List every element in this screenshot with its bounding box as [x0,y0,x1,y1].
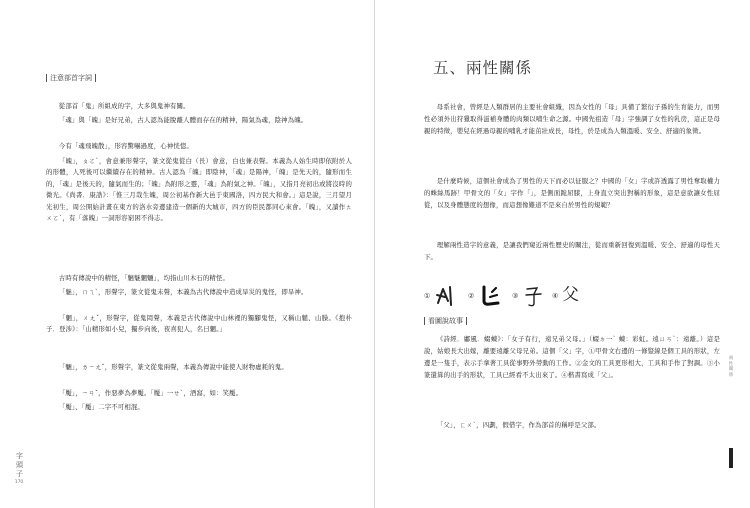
glyph-number: ① [424,292,431,300]
story-heading-box [424,316,467,326]
paragraph: 「父」，ㄈㄨˋ，四劃，假借字，作為部首的稱呼是父部。 [436,421,601,429]
chapter-title: 五、兩性關係 [433,59,533,77]
paragraph: 母系社會，曾經是人類群居的主要社會組織，因為女性的「母」具備了繁衍子孫的生育能力，而男性必須外出狩獵取得滋補身體的肉類以哺生命之源。中國先祖造「母」字強調了女性的乳房，這正是母親的特徵，嬰兒在經過母親的哺乳才能茁壯成長，母性，於是成為人類溫暖、安全、舒適的象徵。 [424,103,720,135]
paragraph: 從部首「鬼」所組成的字，大多與鬼神有關。 [58,102,190,110]
small-seal-glyph-icon [522,283,546,309]
paragraph: 「魄」，ㄆㄛˋ，會意兼形聲字，篆文從鬼從白（長）會意，白也兼表聲。本義為人始生時即依附於人的形體，人死後可以繼續存在的精神。古人認為「魄」即陰神，「魂」是陽神，「魄」是先天的，隨形而生的，「魂」是後天的，隨氣而生的；「魄」為附形之靈，「魂」為附氣之神。「魄」，又指月亮初出或將沒時的微光。《尚書．康誥》：「惟三月哉生魄，周公初基作新大邑于東國洛，四方民大和會。」這是說，三月望月光初生，周公開始計畫在東方的洛水旁邊建造一個新的大城市，四方的臣民都同心來會。「魄」，又讀作ㄊㄨㄛˋ，有「落魄」一詞形容窮困不得志。 [46,157,352,223]
oracle-bone-glyph-icon [434,283,456,309]
paragraph: 《詩經．鄘風．蝃蝀》：「女子有行，遠兄弟父母。」（蝃ㄉ一ˋ 蝀：彩虹。遠ㄩㄢˋ：遠離。）這是說，姑娘長大出嫁，離要遠離父母兄弟。這個「父」字，①甲骨文右邊的一條豎線是個工具的形狀，左邊是一隻手，表示手拿著工具從事野外勞動的工作。②金文的工具更形相大，工具和手作了對調。③小篆還算的出手的形狀，工具已經看不太出來了。④楷書寫成「父」。 [424,335,720,379]
paragraph: 「魍」，ㄨㄤˇ，形聲字，從鬼罔聲，本義是古代傳說中山林裡的獨腳鬼怪，又稱山魈、山臊。《抱朴子．登涉》：「山精形如小兒，獨步向後，夜喜犯人，名曰魍。」 [46,314,352,334]
folio-title: 字頭子 [16,452,23,478]
glyph-evolution-row [424,283,674,311]
paragraph: 是什麼時候，這個社會成為了男性的天下而必以征服之？中國的「女」字或許透露了男性奪取權力的蛛絲馬跡！甲骨文的「女」字作「」，是側面跪屈膝，上身直立突出對稱的形象，這是意欲讓女性屈從，以及身體態度的想像，而這想像難道不是來自於男性的規範？ [424,177,720,209]
paragraph: 「魘」、「魘」二字不可相混。 [58,403,144,411]
bronze-glyph-icon [478,283,502,309]
modern-glyph: 父 [562,285,579,305]
folio-title: 兩性關係 [728,356,734,378]
folio [12,452,26,486]
page-number: 170 [14,480,24,485]
section-heading-box [46,73,96,83]
thumb-index-mark [729,448,733,468]
folio [727,356,735,378]
story-heading: 看圖說故事 [428,317,463,325]
section-heading: 注意部首字詞 [50,74,92,82]
glyph-number: ② [468,292,475,300]
glyph-number: ③ [512,292,519,300]
paragraph: 今有「魂飛魄散」，形容驚嚇過度，心神恍惚。 [58,142,193,150]
paragraph: 理解兩性造字的意義，是讓我們窺近兩性歷史的關注，從而重新回復到溫暖、安全、舒適的母性天下。 [424,241,720,261]
paragraph: 古時有傳說中的精怪，「魑魅魍魎」，均指山川木石的精怪。 [58,274,229,282]
paragraph: 「魘」，ㄧㄢˇ，作惡夢為夢魘。「魘」一ㄝˋ，酒窩，如：笑魘。 [58,389,243,397]
paragraph: 「魎」，ㄌㄧㄤˇ，形聲字，篆文從鬼兩聲，本義為傳說中能使人財物虛耗的鬼。 [58,363,288,371]
paragraph: 「魅」，ㄇㄟˋ，形聲字，篆文從鬼未聲，本義為古代傳說中造成旱災的鬼怪，即旱神。 [58,288,308,296]
paragraph: 「魂」與「魄」是好兄弟，古人認為能脫離人體而存在的精神，陽氣為魂，陰神為魄。 [58,116,308,124]
glyph-number: ④ [552,292,559,300]
